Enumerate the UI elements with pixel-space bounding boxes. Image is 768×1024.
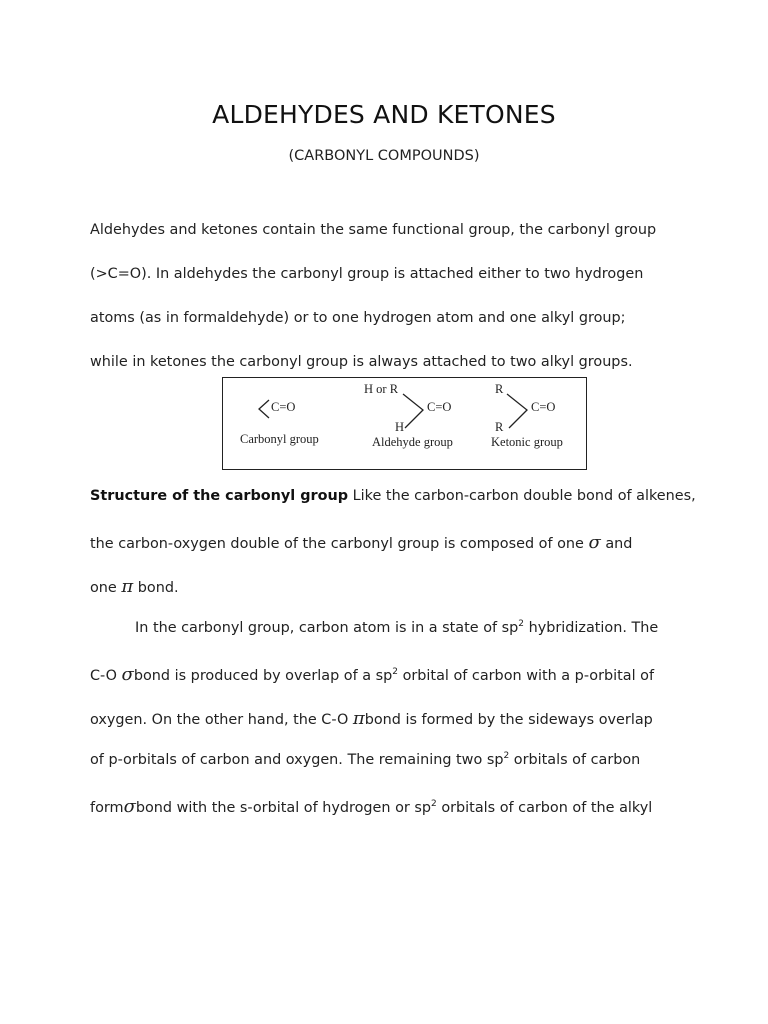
aldehyde-top-substituent: H or R <box>364 382 399 396</box>
para2-line-3: oxygen. On the other hand, the C-O πbond is formed by the sideways overlap <box>90 708 653 729</box>
sigma-symbol: σ <box>588 532 601 553</box>
ketone-top-substituent: R <box>495 382 504 396</box>
intro-line-1: Aldehydes and ketones contain the same functional group, the carbonyl group <box>90 222 657 238</box>
sigma-symbol: σ <box>123 796 136 817</box>
ketone-bottom-substituent: R <box>495 420 504 434</box>
para2-line-4: of p-orbitals of carbon and oxygen. The remaining two $sp^2$ orbitals of carbon <box>90 751 641 768</box>
ketone-bond-icon <box>505 392 531 432</box>
intro-line-4: while in ketones the carbonyl group is always attached to two alkyl groups. <box>90 354 633 370</box>
para2-line-2: C-O σbond is produced by overlap of a $sp^2$ orbital of carbon with a p-orbital of <box>90 664 655 685</box>
section-heading: Structure of the carbonyl group <box>90 488 349 504</box>
aldehyde-bond-icon <box>401 392 427 432</box>
para2-line-1: In the carbonyl group, carbon atom is in a state of $sp^2$ hybridization. The <box>135 619 659 636</box>
aldehyde-formula: C=O <box>427 400 452 414</box>
carbonyl-figure <box>222 377 587 470</box>
page-subtitle: (CARBONYL COMPOUNDS) <box>288 148 480 164</box>
para2-line-5: formσbond with the s-orbital of hydrogen or $sp^2$ orbitals of carbon of the alkyl <box>90 796 653 817</box>
aldehyde-bottom-substituent: H <box>395 420 405 434</box>
sigma-symbol: σ <box>121 664 134 685</box>
carbonyl-bond-icon <box>257 398 271 420</box>
structure-line-2: the carbon-oxygen double of the carbonyl group is composed of one σ and <box>90 532 633 553</box>
aldehyde-label: Aldehyde group <box>372 435 453 449</box>
ketone-formula: C=O <box>531 400 556 414</box>
structure-line-1: Structure of the carbonyl group Like the carbon-carbon double bond of alkenes, <box>90 488 696 504</box>
structure-line-3: one π bond. <box>90 576 179 597</box>
carbonyl-label: Carbonyl group <box>240 432 319 446</box>
pi-symbol: π <box>121 576 134 597</box>
pi-symbol: π <box>352 708 365 729</box>
carbonyl-formula: C=O <box>271 400 296 414</box>
intro-line-2: (>C=O). In aldehydes the carbonyl group is attached either to two hydrogen <box>90 266 644 282</box>
page-title: ALDEHYDES AND KETONES <box>212 100 556 129</box>
intro-line-3: atoms (as in formaldehyde) or to one hydrogen atom and one alkyl group; <box>90 310 626 326</box>
ketone-label: Ketonic group <box>491 435 563 449</box>
